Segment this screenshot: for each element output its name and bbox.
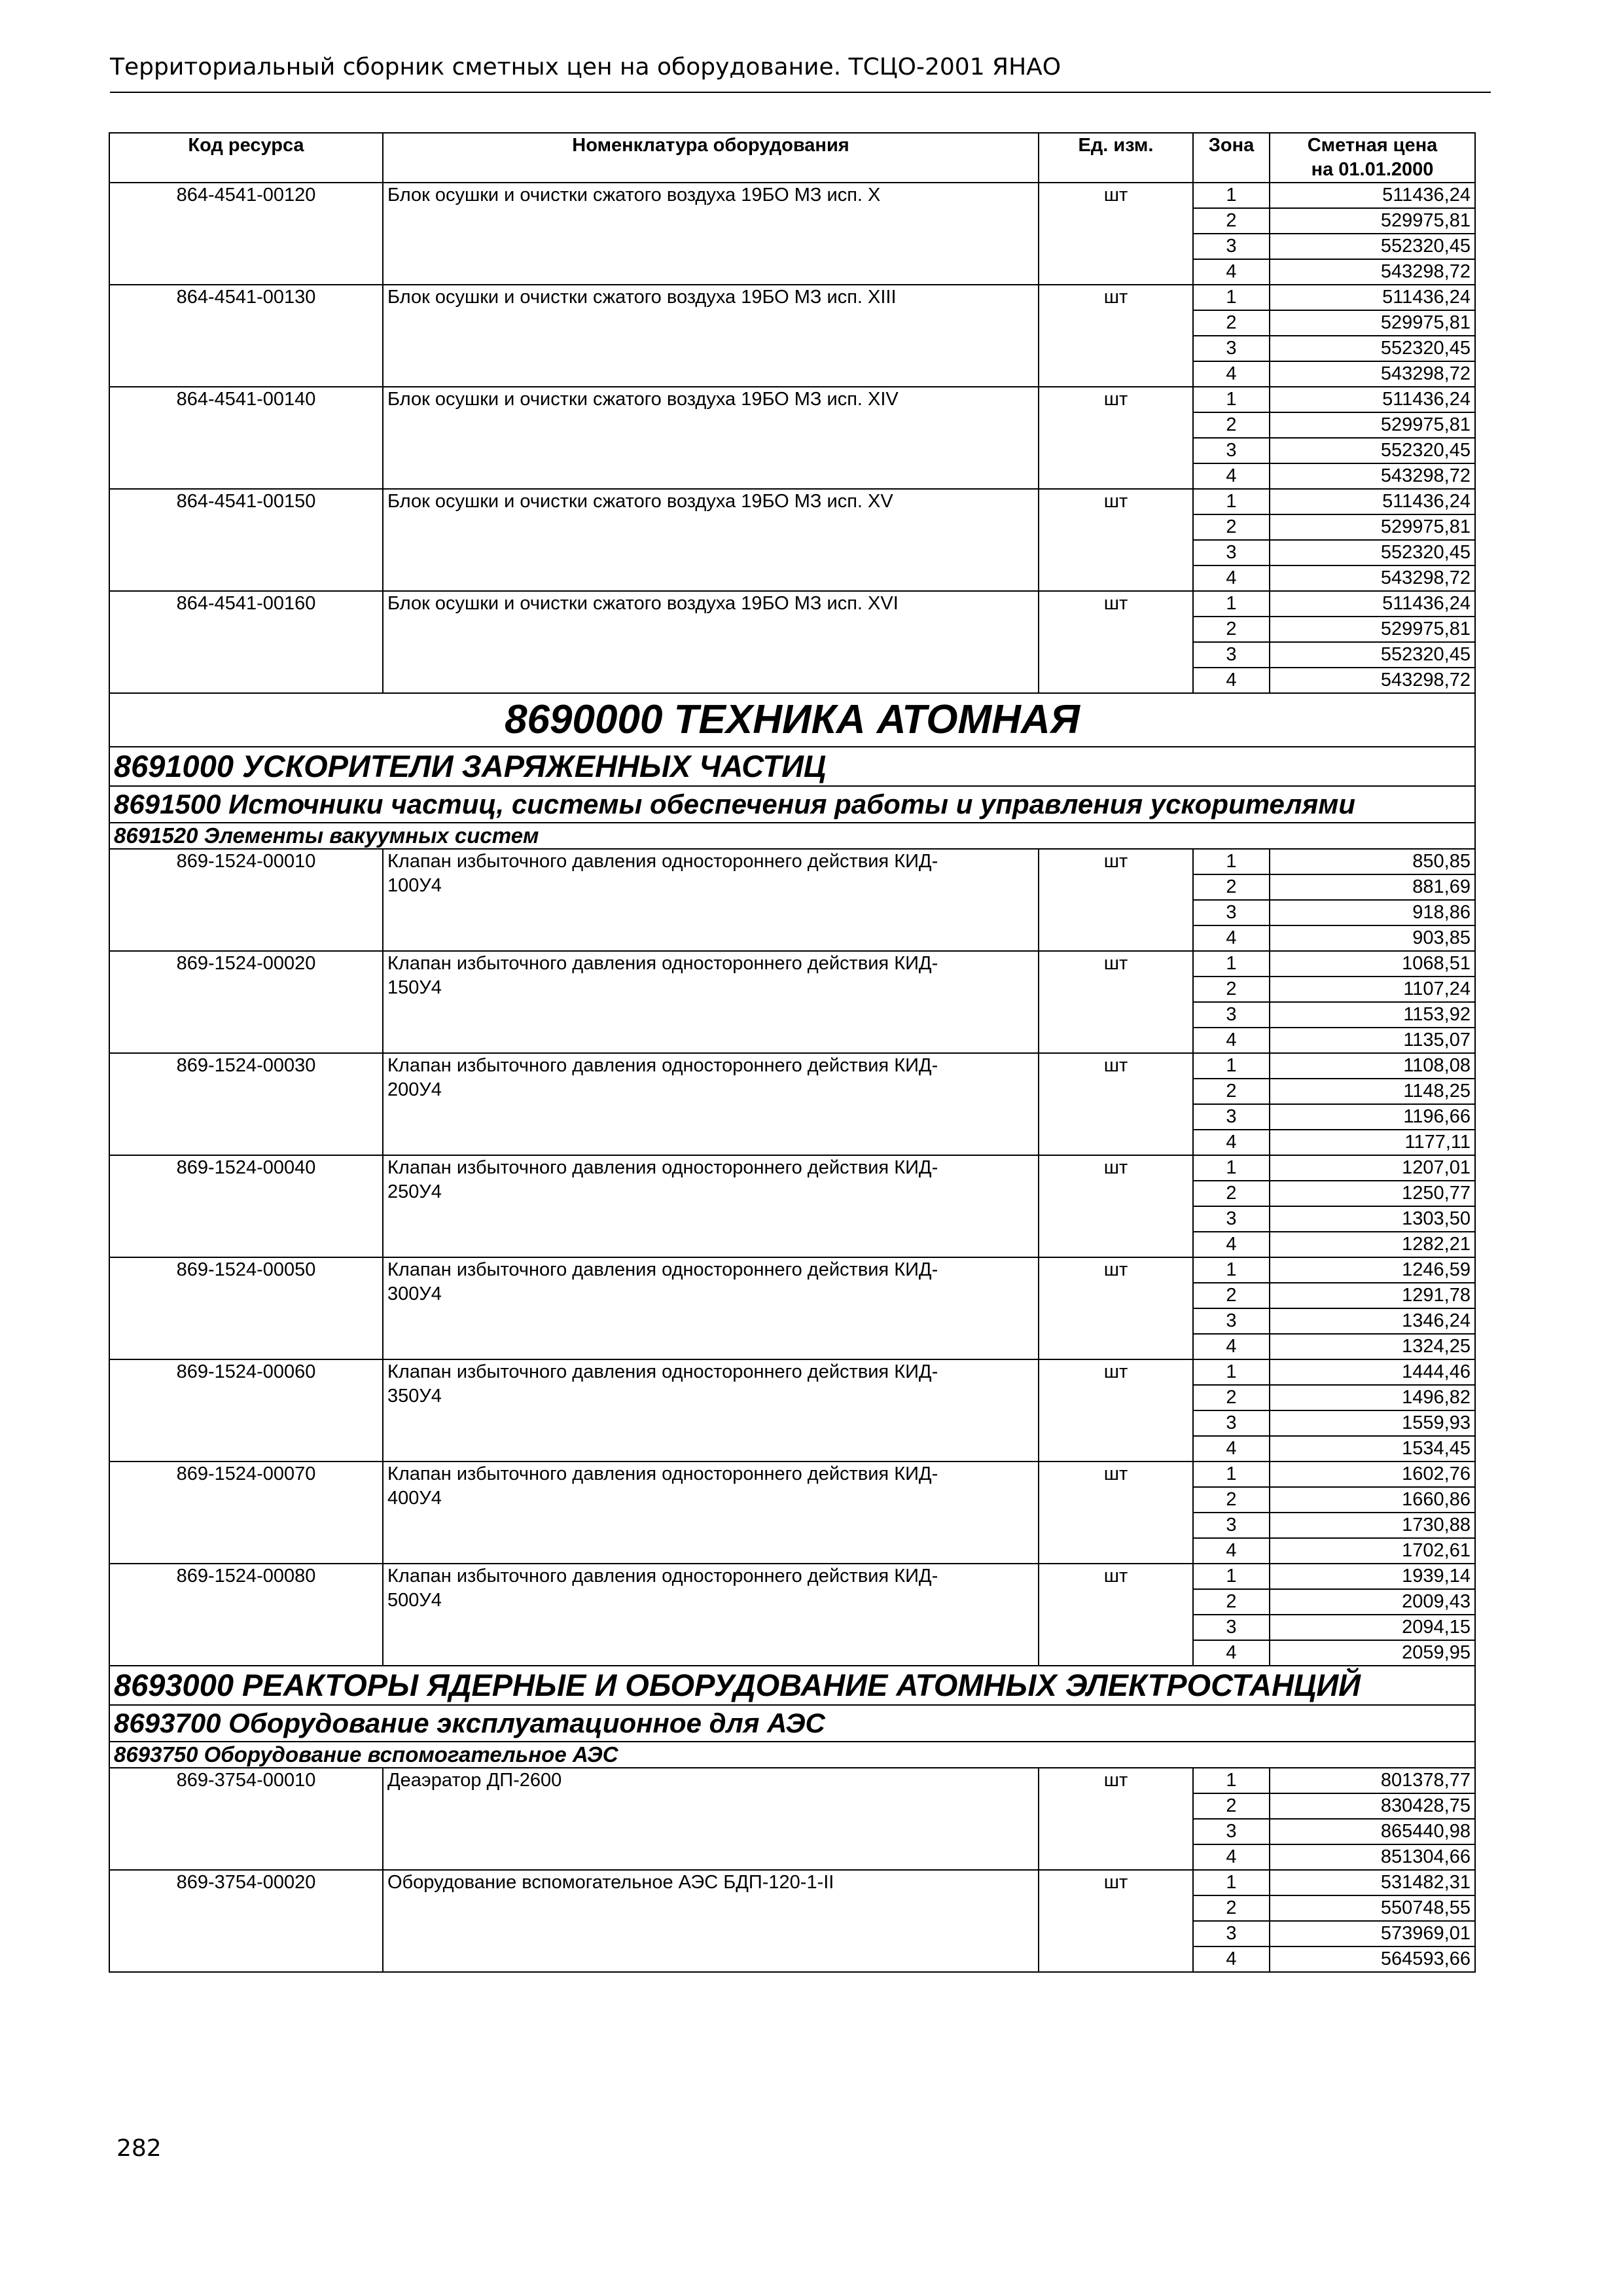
estimated-price: 830428,75 — [1270, 1793, 1475, 1819]
zone-number: 1 — [1193, 951, 1270, 977]
estimated-price: 529975,81 — [1270, 514, 1475, 540]
zone-number: 2 — [1193, 1589, 1270, 1615]
zone-number: 4 — [1193, 259, 1270, 285]
table-row — [109, 489, 1475, 514]
column-header-price — [1270, 133, 1475, 183]
estimated-price: 1207,01 — [1270, 1155, 1475, 1181]
table-row — [109, 1870, 1475, 1895]
equipment-name-line: Блок осушки и очистки сжатого воздуха 19БО МЗ исп. X — [387, 185, 881, 206]
zone-number: 4 — [1193, 1640, 1270, 1666]
equipment-name-line: Клапан избыточного давления одностороннего действия КИД- — [387, 1157, 938, 1178]
header-divider — [110, 92, 1491, 93]
zone-number: 3 — [1193, 642, 1270, 668]
table-row — [109, 951, 1475, 977]
zone-number: 4 — [1193, 925, 1270, 951]
zone-number: 1 — [1193, 1053, 1270, 1079]
equipment-name-line: Клапан избыточного давления одностороннего действия КИД- — [387, 953, 938, 974]
estimated-price: 511436,24 — [1270, 489, 1475, 514]
zone-number: 2 — [1193, 874, 1270, 900]
estimated-price: 881,69 — [1270, 874, 1475, 900]
zone-number: 3 — [1193, 1921, 1270, 1946]
estimated-price: 1303,50 — [1270, 1206, 1475, 1232]
estimated-price: 529975,81 — [1270, 617, 1475, 642]
unit: шт — [1039, 285, 1193, 387]
zone-number: 1 — [1193, 1870, 1270, 1895]
zone-number: 2 — [1193, 208, 1270, 234]
estimated-price: 511436,24 — [1270, 285, 1475, 310]
zone-number: 2 — [1193, 1283, 1270, 1308]
estimated-price: 1196,66 — [1270, 1104, 1475, 1130]
estimated-price: 1108,08 — [1270, 1053, 1475, 1079]
zone-number: 4 — [1193, 1538, 1270, 1564]
estimated-price: 1702,61 — [1270, 1538, 1475, 1564]
zone-number: 1 — [1193, 591, 1270, 617]
equipment-name-line: Клапан избыточного давления одностороннего действия КИД- — [387, 1361, 938, 1382]
equipment-name-line: 500У4 — [387, 1590, 442, 1611]
section-heading-h4: 8693750 Оборудование вспомогательное АЭС — [109, 1742, 1475, 1768]
estimated-price: 543298,72 — [1270, 565, 1475, 591]
zone-number: 3 — [1193, 438, 1270, 463]
zone-number: 2 — [1193, 310, 1270, 336]
resource-code: 864-4541-00150 — [109, 489, 383, 591]
zone-number: 1 — [1193, 849, 1270, 874]
estimated-price: 1153,92 — [1270, 1002, 1475, 1028]
estimated-price: 1324,25 — [1270, 1334, 1475, 1359]
estimated-price: 543298,72 — [1270, 361, 1475, 387]
unit: шт — [1039, 489, 1193, 591]
equipment-name — [383, 1768, 1039, 1870]
estimated-price: 1496,82 — [1270, 1385, 1475, 1410]
zone-number: 3 — [1193, 336, 1270, 361]
equipment-name-line: Клапан избыточного давления одностороннего действия КИД- — [387, 1055, 938, 1076]
estimated-price: 552320,45 — [1270, 336, 1475, 361]
equipment-name — [383, 849, 1039, 951]
equipment-name — [383, 1870, 1039, 1972]
estimated-price: 573969,01 — [1270, 1921, 1475, 1946]
section-heading-row — [109, 747, 1475, 786]
section-heading-row — [109, 1742, 1475, 1768]
section-heading-h2: 8693000 РЕАКТОРЫ ЯДЕРНЫЕ И ОБОРУДОВАНИЕ АТОМНЫХ ЭЛЕКТРОСТАНЦИЙ — [109, 1666, 1475, 1705]
estimated-price: 801378,77 — [1270, 1768, 1475, 1793]
estimated-price: 1939,14 — [1270, 1564, 1475, 1589]
resource-code: 869-1524-00030 — [109, 1053, 383, 1155]
resource-code: 869-3754-00010 — [109, 1768, 383, 1870]
unit: шт — [1039, 849, 1193, 951]
estimated-price: 564593,66 — [1270, 1946, 1475, 1972]
section-heading-h1: 8690000 ТЕХНИКА АТОМНАЯ — [109, 693, 1475, 747]
table-body — [109, 183, 1475, 1972]
equipment-name — [383, 489, 1039, 591]
zone-number: 4 — [1193, 1334, 1270, 1359]
estimated-price: 1250,77 — [1270, 1181, 1475, 1206]
equipment-name-line: Клапан избыточного давления одностороннего действия КИД- — [387, 851, 938, 872]
estimated-price: 1730,88 — [1270, 1513, 1475, 1538]
column-header-price-line2: на 01.01.2000 — [1311, 159, 1434, 180]
zone-number: 1 — [1193, 183, 1270, 208]
table-row — [109, 591, 1475, 617]
estimated-price: 850,85 — [1270, 849, 1475, 874]
zone-number: 3 — [1193, 1410, 1270, 1436]
equipment-name — [383, 1257, 1039, 1359]
unit: шт — [1039, 1359, 1193, 1462]
zone-number: 2 — [1193, 617, 1270, 642]
zone-number: 2 — [1193, 1487, 1270, 1513]
estimated-price: 1177,11 — [1270, 1130, 1475, 1155]
resource-code: 864-4541-00140 — [109, 387, 383, 489]
equipment-name-line: Деаэратор ДП-2600 — [387, 1770, 562, 1791]
unit: шт — [1039, 591, 1193, 693]
estimated-price: 511436,24 — [1270, 387, 1475, 412]
zone-number: 1 — [1193, 387, 1270, 412]
zone-number: 4 — [1193, 565, 1270, 591]
zone-number: 1 — [1193, 1462, 1270, 1487]
zone-number: 2 — [1193, 412, 1270, 438]
estimated-price: 903,85 — [1270, 925, 1475, 951]
zone-number: 4 — [1193, 668, 1270, 693]
zone-number: 2 — [1193, 1793, 1270, 1819]
section-heading-row — [109, 823, 1475, 849]
column-header-name: Номенклатура оборудования — [383, 133, 1039, 183]
page-header-title: Территориальный сборник сметных цен на оборудование. ТСЦО-2001 ЯНАО — [110, 54, 1061, 81]
unit: шт — [1039, 1462, 1193, 1564]
table-row — [109, 1768, 1475, 1793]
unit: шт — [1039, 1768, 1193, 1870]
table-row — [109, 1257, 1475, 1283]
equipment-name-line: 350У4 — [387, 1386, 442, 1407]
table-row — [109, 1053, 1475, 1079]
equipment-name-line: Блок осушки и очистки сжатого воздуха 19БО МЗ исп. XIII — [387, 287, 897, 308]
equipment-name — [383, 1359, 1039, 1462]
estimated-price: 552320,45 — [1270, 540, 1475, 565]
zone-number: 3 — [1193, 1513, 1270, 1538]
zone-number: 2 — [1193, 514, 1270, 540]
section-heading-row — [109, 1666, 1475, 1705]
equipment-name — [383, 387, 1039, 489]
equipment-name-line: 150У4 — [387, 977, 442, 998]
table-row — [109, 285, 1475, 310]
resource-code: 869-1524-00010 — [109, 849, 383, 951]
estimated-price: 865440,98 — [1270, 1819, 1475, 1844]
resource-code: 869-1524-00040 — [109, 1155, 383, 1257]
equipment-name-line: Блок осушки и очистки сжатого воздуха 19БО МЗ исп. XV — [387, 491, 893, 512]
resource-code: 864-4541-00160 — [109, 591, 383, 693]
zone-number: 1 — [1193, 1564, 1270, 1589]
column-header-zone: Зона — [1193, 133, 1270, 183]
unit: шт — [1039, 1870, 1193, 1972]
section-heading-h3: 8693700 Оборудование эксплуатационное для АЭС — [109, 1705, 1475, 1742]
estimated-price: 1068,51 — [1270, 951, 1475, 977]
equipment-name — [383, 285, 1039, 387]
resource-code: 869-1524-00020 — [109, 951, 383, 1053]
table-row — [109, 1359, 1475, 1385]
unit: шт — [1039, 183, 1193, 285]
estimated-price: 552320,45 — [1270, 438, 1475, 463]
table-row — [109, 387, 1475, 412]
estimated-price: 543298,72 — [1270, 259, 1475, 285]
estimated-price: 511436,24 — [1270, 183, 1475, 208]
column-header-unit: Ед. изм. — [1039, 133, 1193, 183]
estimated-price: 1444,46 — [1270, 1359, 1475, 1385]
zone-number: 2 — [1193, 1895, 1270, 1921]
zone-number: 2 — [1193, 1079, 1270, 1104]
zone-number: 1 — [1193, 1359, 1270, 1385]
section-heading-h4: 8691520 Элементы вакуумных систем — [109, 823, 1475, 849]
zone-number: 2 — [1193, 1181, 1270, 1206]
price-table — [109, 132, 1476, 1973]
zone-number: 2 — [1193, 1385, 1270, 1410]
estimated-price: 511436,24 — [1270, 591, 1475, 617]
resource-code: 869-1524-00050 — [109, 1257, 383, 1359]
section-heading-row — [109, 786, 1475, 823]
estimated-price: 543298,72 — [1270, 668, 1475, 693]
equipment-name-line: 300У4 — [387, 1283, 442, 1304]
zone-number: 3 — [1193, 234, 1270, 259]
equipment-name-line: Клапан избыточного давления одностороннего действия КИД- — [387, 1259, 938, 1280]
estimated-price: 1107,24 — [1270, 977, 1475, 1002]
estimated-price: 1534,45 — [1270, 1436, 1475, 1462]
estimated-price: 529975,81 — [1270, 310, 1475, 336]
estimated-price: 529975,81 — [1270, 412, 1475, 438]
equipment-name — [383, 183, 1039, 285]
column-header-code: Код ресурса — [109, 133, 383, 183]
unit: шт — [1039, 1053, 1193, 1155]
unit: шт — [1039, 1257, 1193, 1359]
zone-number: 3 — [1193, 1002, 1270, 1028]
table-row — [109, 849, 1475, 874]
page-number: 282 — [116, 2135, 162, 2162]
resource-code: 864-4541-00120 — [109, 183, 383, 285]
zone-number: 4 — [1193, 361, 1270, 387]
zone-number: 3 — [1193, 900, 1270, 925]
equipment-name-line: 250У4 — [387, 1181, 442, 1202]
estimated-price: 1602,76 — [1270, 1462, 1475, 1487]
resource-code: 869-1524-00080 — [109, 1564, 383, 1666]
equipment-name-line: Клапан избыточного давления одностороннего действия КИД- — [387, 1463, 938, 1484]
estimated-price: 1282,21 — [1270, 1232, 1475, 1257]
estimated-price: 531482,31 — [1270, 1870, 1475, 1895]
estimated-price: 1660,86 — [1270, 1487, 1475, 1513]
zone-number: 4 — [1193, 1130, 1270, 1155]
estimated-price: 2094,15 — [1270, 1615, 1475, 1640]
equipment-name-line: 200У4 — [387, 1079, 442, 1100]
table-row — [109, 1462, 1475, 1487]
zone-number: 4 — [1193, 1844, 1270, 1870]
column-header-price-line1: Сметная цена — [1307, 135, 1438, 156]
equipment-name — [383, 1053, 1039, 1155]
zone-number: 4 — [1193, 1232, 1270, 1257]
zone-number: 3 — [1193, 1308, 1270, 1334]
resource-code: 864-4541-00130 — [109, 285, 383, 387]
zone-number: 2 — [1193, 977, 1270, 1002]
zone-number: 3 — [1193, 540, 1270, 565]
equipment-name — [383, 1155, 1039, 1257]
zone-number: 1 — [1193, 1768, 1270, 1793]
equipment-name — [383, 1462, 1039, 1564]
equipment-name-line: Оборудование вспомогательное АЭС БДП-120-1-II — [387, 1872, 834, 1893]
zone-number: 3 — [1193, 1819, 1270, 1844]
equipment-name-line: 400У4 — [387, 1488, 442, 1509]
estimated-price: 552320,45 — [1270, 234, 1475, 259]
estimated-price: 550748,55 — [1270, 1895, 1475, 1921]
zone-number: 1 — [1193, 489, 1270, 514]
zone-number: 3 — [1193, 1615, 1270, 1640]
section-heading-row — [109, 1705, 1475, 1742]
estimated-price: 2059,95 — [1270, 1640, 1475, 1666]
resource-code: 869-1524-00070 — [109, 1462, 383, 1564]
table-header-row — [109, 133, 1475, 183]
unit: шт — [1039, 1155, 1193, 1257]
estimated-price: 529975,81 — [1270, 208, 1475, 234]
estimated-price: 1148,25 — [1270, 1079, 1475, 1104]
zone-number: 1 — [1193, 1257, 1270, 1283]
section-heading-row — [109, 693, 1475, 747]
estimated-price: 543298,72 — [1270, 463, 1475, 489]
zone-number: 4 — [1193, 1028, 1270, 1053]
unit: шт — [1039, 1564, 1193, 1666]
unit: шт — [1039, 387, 1193, 489]
equipment-name-line: Блок осушки и очистки сжатого воздуха 19БО МЗ исп. XVI — [387, 593, 899, 614]
estimated-price: 1346,24 — [1270, 1308, 1475, 1334]
equipment-name-line: 100У4 — [387, 875, 442, 896]
estimated-price: 1291,78 — [1270, 1283, 1475, 1308]
estimated-price: 1559,93 — [1270, 1410, 1475, 1436]
section-heading-h2: 8691000 УСКОРИТЕЛИ ЗАРЯЖЕННЫХ ЧАСТИЦ — [109, 747, 1475, 786]
estimated-price: 918,86 — [1270, 900, 1475, 925]
zone-number: 4 — [1193, 1946, 1270, 1972]
unit: шт — [1039, 951, 1193, 1053]
equipment-name-line: Блок осушки и очистки сжатого воздуха 19БО МЗ исп. XIV — [387, 389, 899, 410]
estimated-price: 2009,43 — [1270, 1589, 1475, 1615]
zone-number: 3 — [1193, 1206, 1270, 1232]
equipment-name — [383, 591, 1039, 693]
section-heading-h3: 8691500 Источники частиц, системы обеспечения работы и управления ускорителями — [109, 786, 1475, 823]
table-row — [109, 183, 1475, 208]
table-row — [109, 1155, 1475, 1181]
zone-number: 1 — [1193, 1155, 1270, 1181]
estimated-price: 851304,66 — [1270, 1844, 1475, 1870]
zone-number: 4 — [1193, 1436, 1270, 1462]
equipment-name — [383, 1564, 1039, 1666]
equipment-name — [383, 951, 1039, 1053]
table-row — [109, 1564, 1475, 1589]
equipment-name-line: Клапан избыточного давления одностороннего действия КИД- — [387, 1566, 938, 1587]
zone-number: 4 — [1193, 463, 1270, 489]
estimated-price: 552320,45 — [1270, 642, 1475, 668]
resource-code: 869-3754-00020 — [109, 1870, 383, 1972]
zone-number: 1 — [1193, 285, 1270, 310]
zone-number: 3 — [1193, 1104, 1270, 1130]
estimated-price: 1135,07 — [1270, 1028, 1475, 1053]
estimated-price: 1246,59 — [1270, 1257, 1475, 1283]
resource-code: 869-1524-00060 — [109, 1359, 383, 1462]
